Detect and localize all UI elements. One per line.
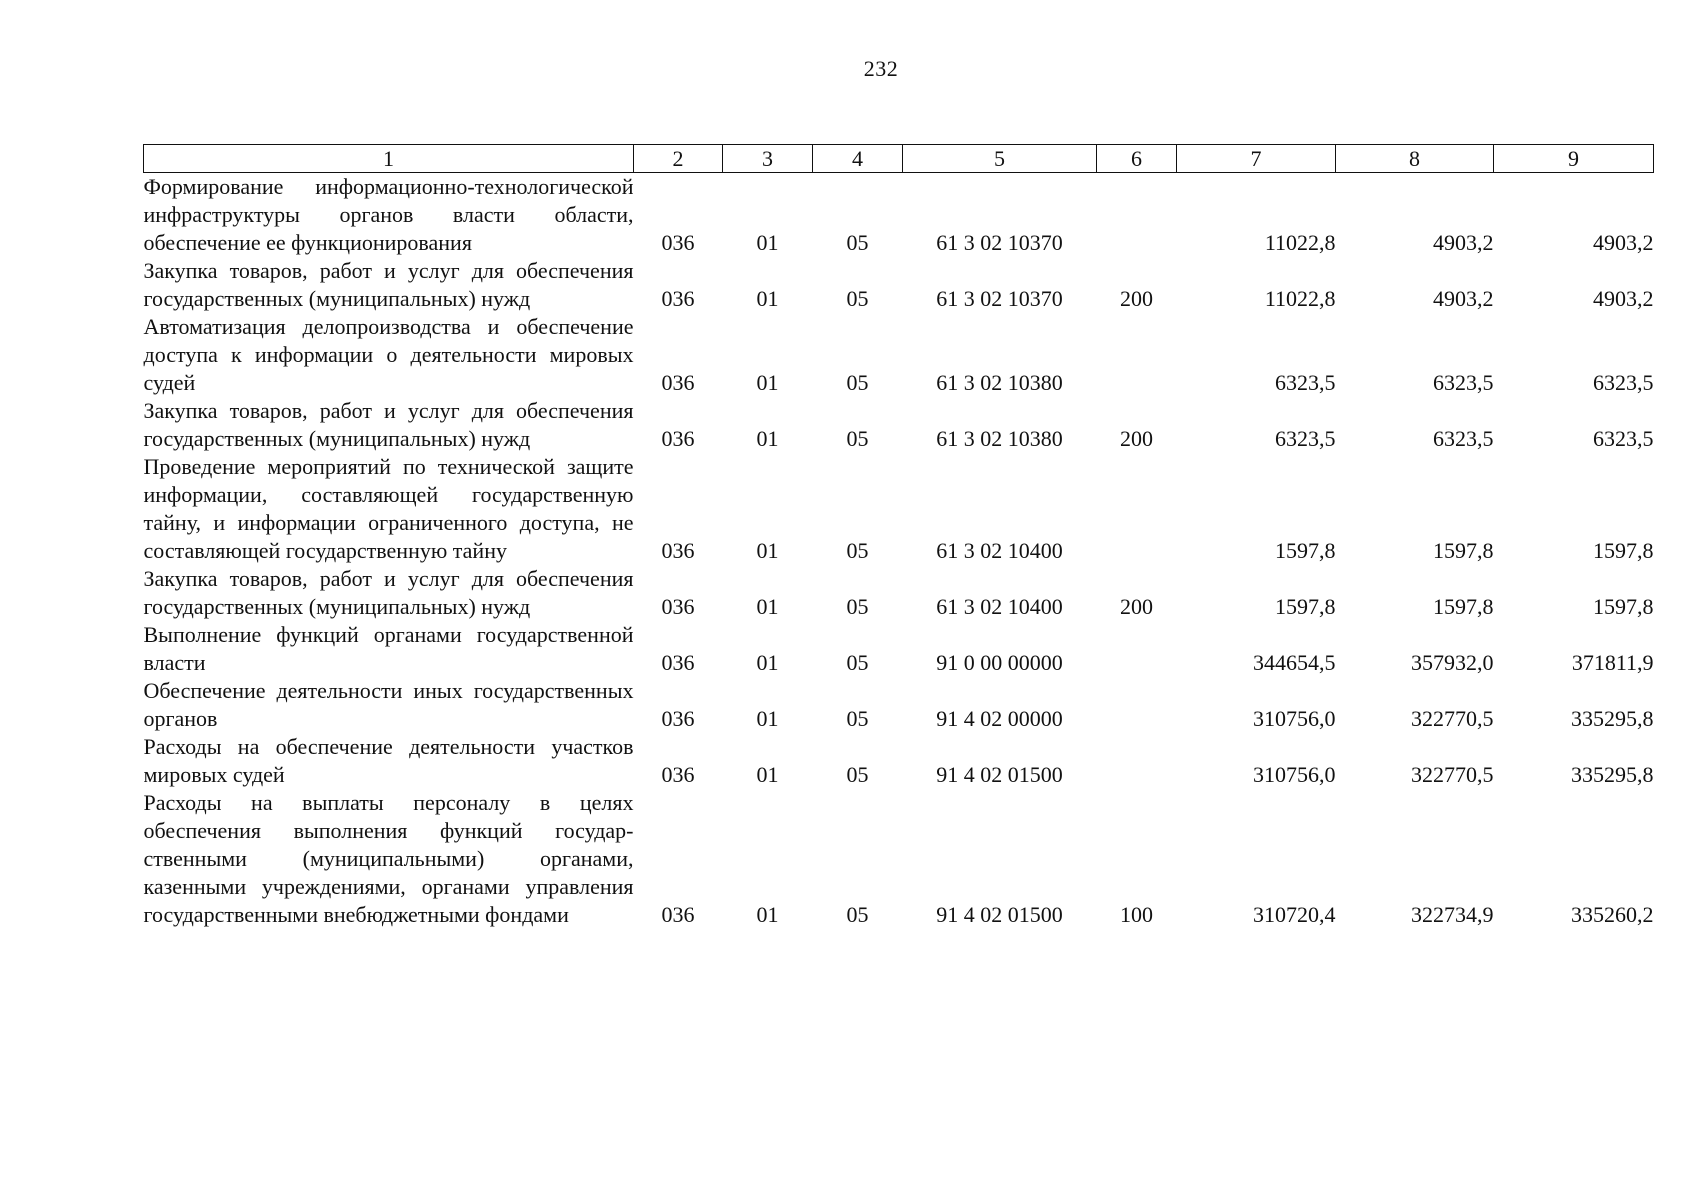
cell-grbs: 036 (661, 650, 695, 675)
cell-amount-year1: 1597,8 (1275, 594, 1336, 619)
cell-subsection: 05 (846, 370, 869, 395)
row-description: Расходы на выплаты персоналу в целях обеспечения выполнения функций государственными (муниципальными) органами, казенными учреждениями, органами управления государственными внебюджетными фондами (143, 790, 634, 927)
cell-target-article: 61 3 02 10370 (936, 286, 1063, 311)
cell-amount-year1: 6323,5 (1275, 370, 1336, 395)
cell-section: 01 (756, 426, 779, 451)
cell-amount-year3: 371811,9 (1571, 650, 1654, 675)
cell-expense-type: 200 (1120, 594, 1153, 619)
cell-amount-year1: 310756,0 (1253, 762, 1336, 787)
cell-amount-year1: 310756,0 (1253, 706, 1336, 731)
cell-expense-type (1097, 733, 1177, 789)
cell-section: 01 (756, 230, 779, 255)
cell-expense-type (1097, 621, 1177, 677)
cell-section: 01 (756, 286, 779, 311)
cell-expense-type (1097, 453, 1177, 565)
cell-section: 01 (756, 706, 779, 731)
row-description: Автоматизация делопроизводства и обеспечение доступа к информации о деятельности мировых судей (143, 314, 634, 395)
cell-expense-type (1097, 313, 1177, 397)
table-row (144, 397, 1654, 453)
cell-amount-year2: 4903,2 (1433, 286, 1494, 311)
cell-amount-year2: 6323,5 (1433, 370, 1494, 395)
row-description: Формирование информационно-технологической инфраструктуры органов власти области, обеспечение ее функционирования (143, 174, 634, 255)
cell-amount-year2: 322770,5 (1411, 706, 1494, 731)
table-row (144, 257, 1654, 313)
table-row (144, 453, 1654, 565)
table-row (144, 621, 1654, 677)
cell-subsection: 05 (846, 286, 869, 311)
cell-amount-year3: 335295,8 (1571, 762, 1654, 787)
cell-subsection: 05 (846, 538, 869, 563)
cell-grbs: 036 (661, 370, 695, 395)
row-description: Выполнение функций органами государственной власти (143, 622, 634, 675)
cell-amount-year3: 4903,2 (1593, 286, 1654, 311)
column-header: 2 (634, 145, 723, 173)
table-row (144, 733, 1654, 789)
cell-amount-year1: 344654,5 (1253, 650, 1336, 675)
cell-grbs: 036 (661, 230, 695, 255)
cell-amount-year2: 4903,2 (1433, 230, 1494, 255)
cell-target-article: 61 3 02 10380 (936, 426, 1063, 451)
table-body (144, 173, 1654, 930)
cell-amount-year3: 4903,2 (1593, 230, 1654, 255)
cell-amount-year1: 1597,8 (1275, 538, 1336, 563)
cell-section: 01 (756, 650, 779, 675)
cell-section: 01 (756, 370, 779, 395)
cell-amount-year3: 1597,8 (1593, 538, 1654, 563)
cell-grbs: 036 (661, 538, 695, 563)
cell-expense-type: 100 (1120, 902, 1153, 927)
cell-target-article: 61 3 02 10370 (936, 230, 1063, 255)
row-description: Закупка товаров, работ и услуг для обеспечения государственных (муниципальных) нужд (143, 566, 634, 619)
cell-target-article: 61 3 02 10400 (936, 538, 1063, 563)
cell-target-article: 61 3 02 10400 (936, 594, 1063, 619)
cell-section: 01 (756, 902, 779, 927)
header-row (144, 145, 1654, 173)
cell-expense-type (1097, 173, 1177, 258)
cell-amount-year2: 322734,9 (1411, 902, 1494, 927)
table-row (144, 565, 1654, 621)
table-row (144, 789, 1654, 929)
row-description: Обеспечение деятельности иных государственных органов (143, 678, 634, 731)
row-description: Проведение мероприятий по технической защите информации, составляющей государственную тайну, и информации ограниченного доступа, не составляющей государственную тайну (143, 454, 634, 563)
row-description: Закупка товаров, работ и услуг для обеспечения государственных (муниципальных) нужд (143, 398, 634, 451)
cell-subsection: 05 (846, 594, 869, 619)
cell-amount-year3: 6323,5 (1593, 370, 1654, 395)
column-header: 4 (813, 145, 903, 173)
cell-target-article: 91 0 00 00000 (936, 650, 1063, 675)
table-row (144, 173, 1654, 258)
cell-subsection: 05 (846, 650, 869, 675)
column-header: 1 (144, 145, 634, 173)
cell-subsection: 05 (846, 230, 869, 255)
cell-amount-year3: 6323,5 (1593, 426, 1654, 451)
column-header: 9 (1494, 145, 1654, 173)
column-header: 6 (1097, 145, 1177, 173)
cell-grbs: 036 (661, 594, 695, 619)
cell-target-article: 91 4 02 01500 (936, 762, 1063, 787)
cell-amount-year3: 335260,2 (1571, 902, 1654, 927)
cell-expense-type: 200 (1120, 286, 1153, 311)
table-row (144, 313, 1654, 397)
cell-amount-year1: 11022,8 (1264, 286, 1336, 311)
cell-amount-year1: 310720,4 (1253, 902, 1336, 927)
cell-section: 01 (756, 762, 779, 787)
row-description: Расходы на обеспечение деятельности участков мировых судей (143, 734, 634, 787)
cell-amount-year2: 6323,5 (1433, 426, 1494, 451)
cell-amount-year2: 1597,8 (1433, 594, 1494, 619)
cell-target-article: 61 3 02 10380 (936, 370, 1063, 395)
cell-amount-year3: 335295,8 (1571, 706, 1654, 731)
table-row (144, 677, 1654, 733)
cell-grbs: 036 (661, 762, 695, 787)
cell-amount-year2: 1597,8 (1433, 538, 1494, 563)
column-header: 5 (903, 145, 1097, 173)
cell-target-article: 91 4 02 00000 (936, 706, 1063, 731)
cell-target-article: 91 4 02 01500 (936, 902, 1063, 927)
cell-subsection: 05 (846, 426, 869, 451)
cell-grbs: 036 (661, 426, 695, 451)
cell-grbs: 036 (661, 286, 695, 311)
column-header: 3 (723, 145, 813, 173)
cell-expense-type (1097, 677, 1177, 733)
cell-amount-year1: 11022,8 (1264, 230, 1336, 255)
cell-amount-year2: 322770,5 (1411, 762, 1494, 787)
column-header: 8 (1336, 145, 1494, 173)
cell-expense-type: 200 (1120, 426, 1153, 451)
cell-amount-year2: 357932,0 (1411, 650, 1494, 675)
budget-table (143, 144, 1654, 929)
cell-grbs: 036 (661, 706, 695, 731)
cell-subsection: 05 (846, 762, 869, 787)
cell-amount-year3: 1597,8 (1593, 594, 1654, 619)
row-description: Закупка товаров, работ и услуг для обеспечения государственных (муниципальных) нужд (143, 258, 634, 311)
cell-section: 01 (756, 594, 779, 619)
cell-subsection: 05 (846, 902, 869, 927)
cell-grbs: 036 (661, 902, 695, 927)
page-number: 232 (863, 56, 899, 81)
column-header: 7 (1177, 145, 1336, 173)
cell-section: 01 (756, 538, 779, 563)
cell-subsection: 05 (846, 706, 869, 731)
cell-amount-year1: 6323,5 (1275, 426, 1336, 451)
